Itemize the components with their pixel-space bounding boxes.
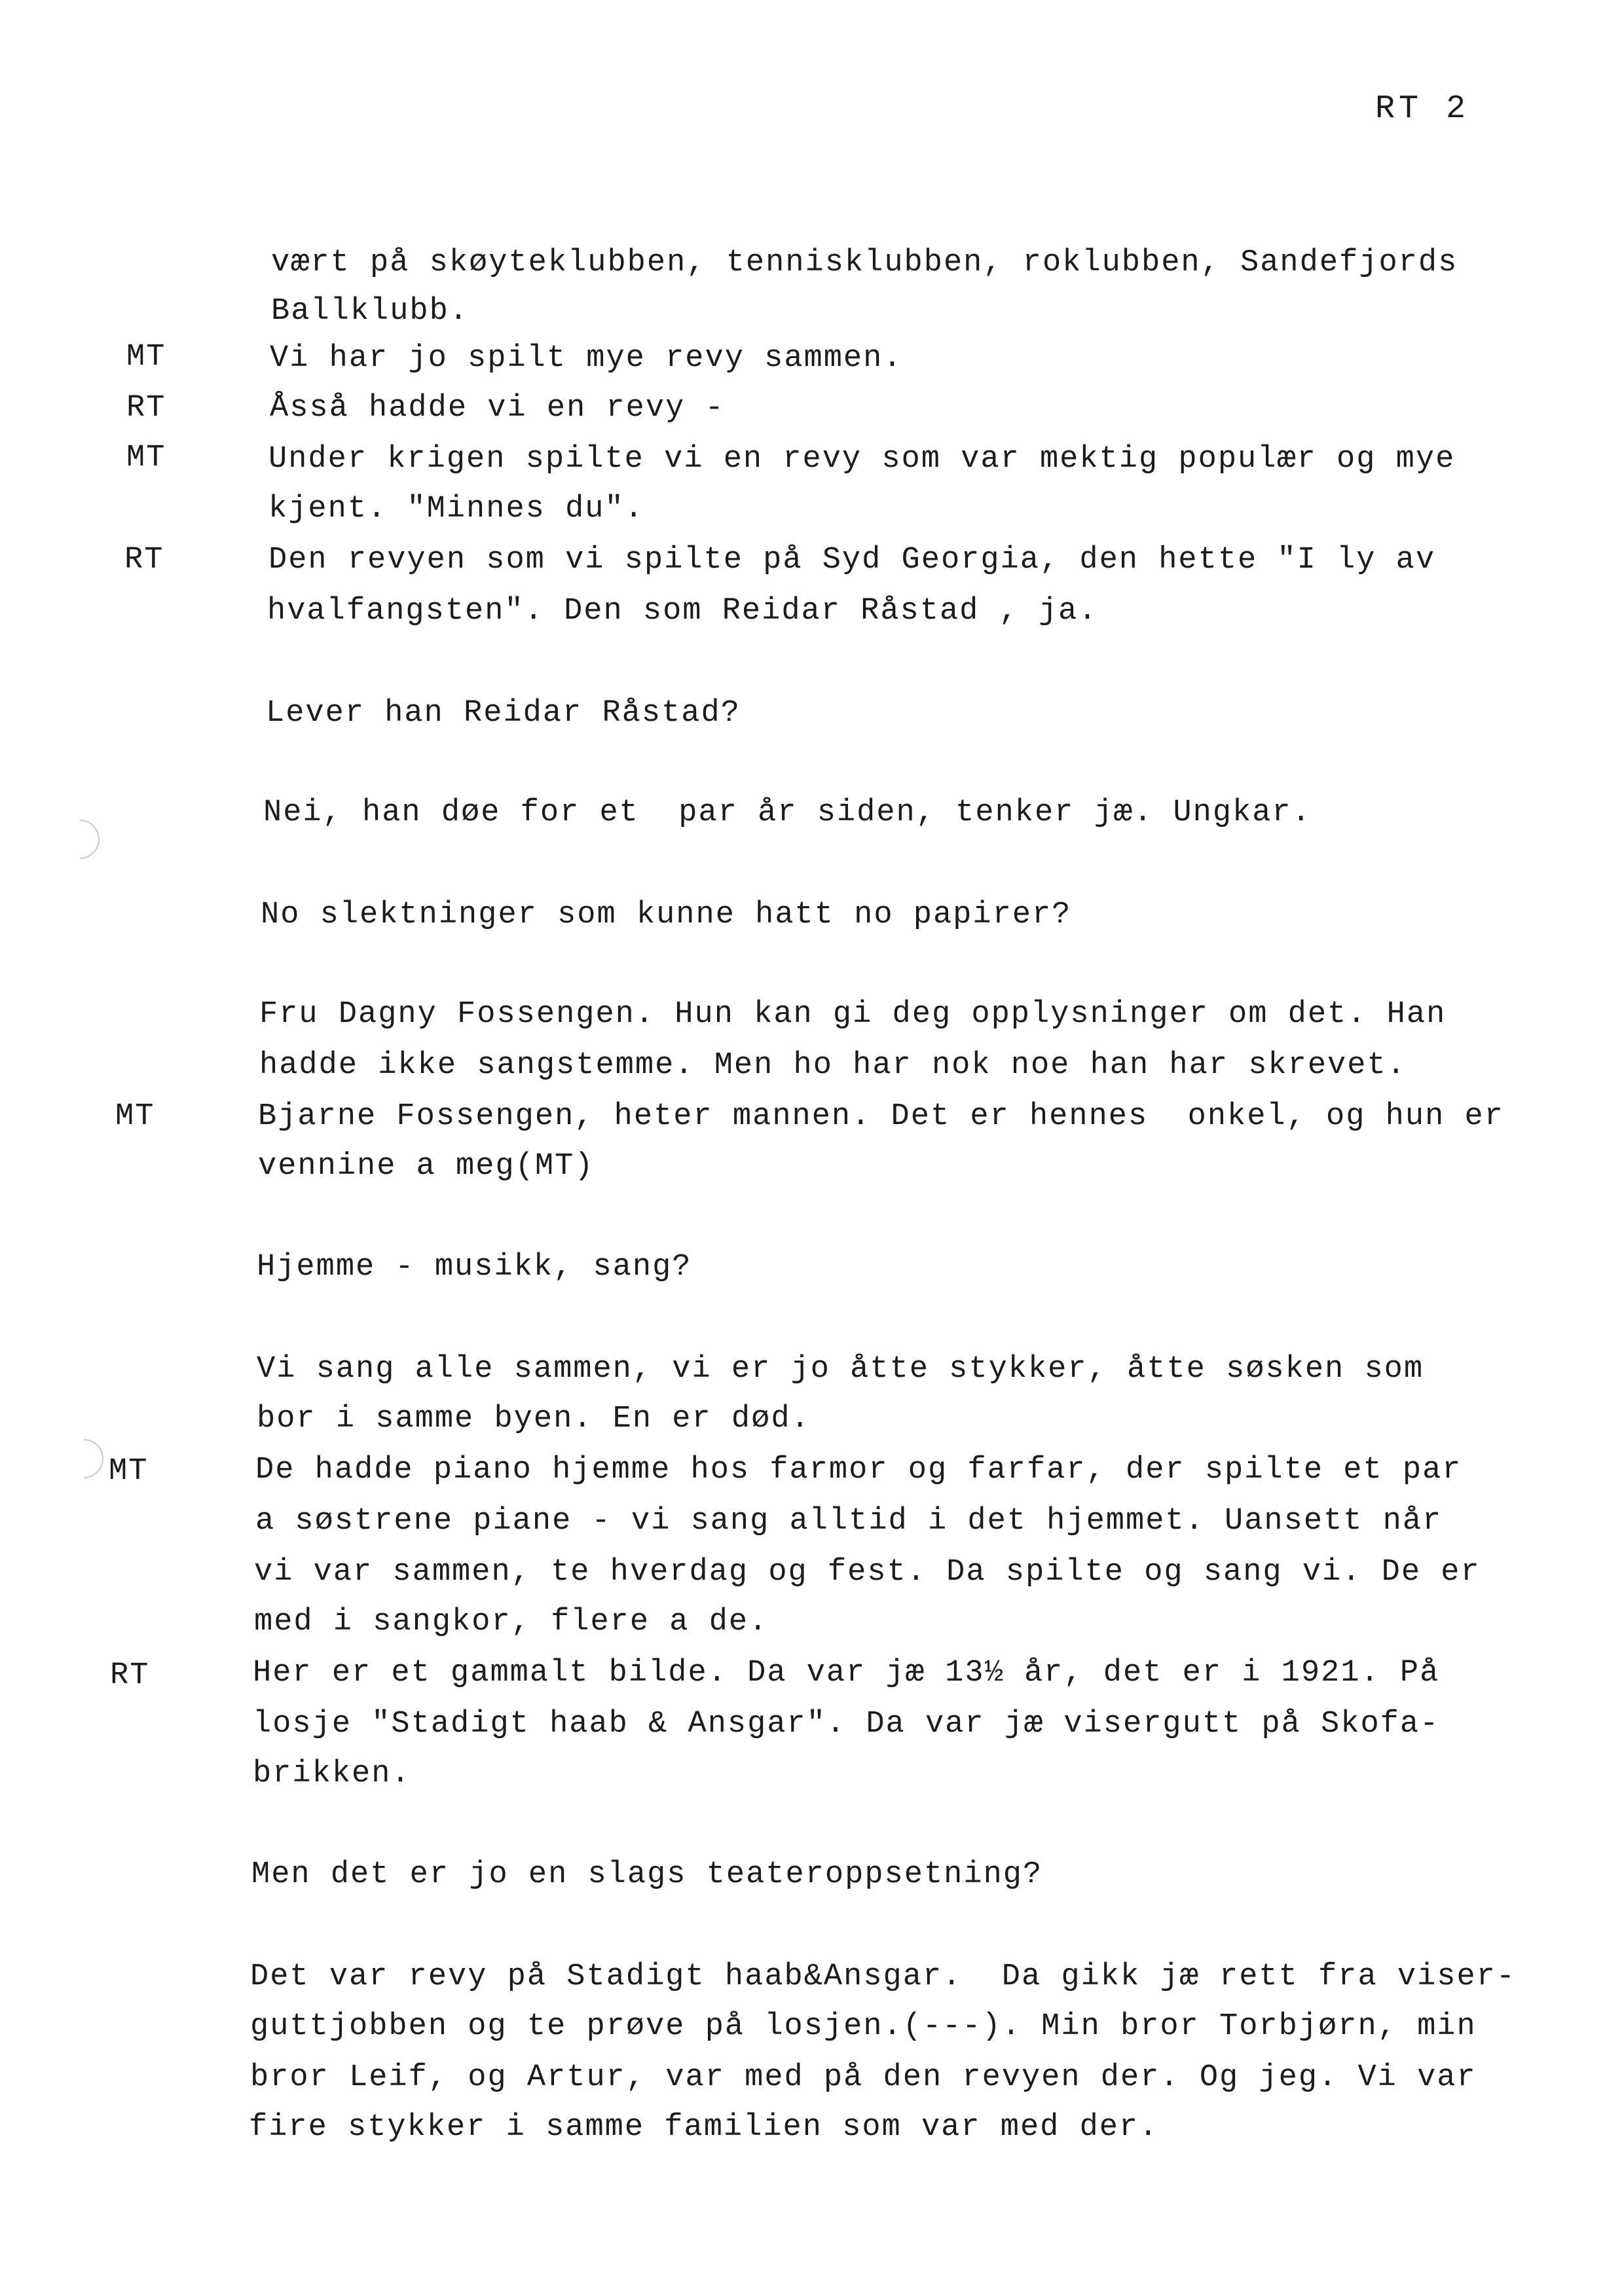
transcript-line: Hjemme - musikk, sang? [257, 1250, 692, 1285]
transcript-line: Fru Dagny Fossengen. Hun kan gi deg opplysninger om det. Han [259, 997, 1447, 1032]
speaker-label: RT [124, 543, 164, 577]
transcript-line: vennine a meg(MT) [258, 1149, 595, 1184]
transcript-line: med i sangkor, flere a de. [254, 1605, 769, 1639]
transcript-line: Men det er jo en slags teateroppsetning? [251, 1857, 1043, 1892]
transcript-line: Vi har jo spilt mye revy sammen. [270, 341, 903, 376]
punch-hole-lower [56, 1431, 112, 1487]
transcript-line: fire stykker i samme familien som var med der. [249, 2110, 1159, 2145]
transcript-line: vært på skøyteklubben, tennisklubben, roklubben, Sandefjords [271, 246, 1458, 280]
transcript-line: Ballklubb. [271, 294, 470, 329]
transcript-line: Under krigen spilte vi en revy som var mektig populær og mye [268, 442, 1456, 477]
transcript-line: a søstrene piane - vi sang alltid i det hjemmet. Uansett når [255, 1504, 1443, 1539]
transcript-line: hadde ikke sangstemme. Men ho har nok noe han har skrevet. [259, 1048, 1407, 1083]
transcript-line: kjent. "Minnes du". [268, 492, 644, 526]
transcript-line: brikken. [253, 1757, 411, 1791]
transcript-line: Lever han Reidar Råstad? [266, 696, 741, 731]
transcript-line: Nei, han døe for et par år siden, tenker jæ. Ungkar. [263, 795, 1312, 830]
transcript-line: vi var sammen, te hverdag og fest. Da spilte og sang vi. De er [254, 1555, 1481, 1590]
speaker-label: RT [110, 1658, 150, 1693]
transcript-line: Åsså hadde vi en revy - [270, 391, 725, 426]
speaker-label: MT [109, 1454, 149, 1489]
transcript-line: bror Leif, og Artur, var med på den revyen der. Og jeg. Vi var [250, 2060, 1477, 2095]
transcript-line: Det var revy på Stadigt haab&Ansgar. Da gikk jæ rett fra viser- [250, 1959, 1517, 1994]
transcript-line: losje "Stadigt haab & Ansgar". Da var jæ visergutt på Skofa- [253, 1707, 1440, 1741]
speaker-label: MT [126, 340, 166, 374]
transcript-line: bor i samme byen. En er død. [257, 1402, 811, 1436]
speaker-label: RT [126, 391, 166, 426]
speaker-label: MT [126, 441, 166, 475]
transcript-line: Her er et gammalt bilde. Da var jæ 13½ år, det er i 1921. På [253, 1656, 1440, 1690]
page-number: RT 2 [1375, 90, 1470, 128]
transcript-line: De hadde piano hjemme hos farmor og farfar, der spilte et par [255, 1453, 1462, 1487]
transcript-line: Den revyen som vi spilte på Syd Georgia, den hette "I ly av [268, 543, 1436, 577]
speaker-label: MT [115, 1099, 155, 1134]
punch-hole-upper [52, 812, 108, 867]
transcript-line: Vi sang alle sammen, vi er jo åtte stykker, åtte søsken som [257, 1352, 1424, 1387]
transcript-line: Bjarne Fossengen, heter mannen. Det er hennes onkel, og hun er [258, 1099, 1504, 1134]
transcript-line: No slektninger som kunne hatt no papirer? [261, 898, 1072, 932]
transcript-line: hvalfangsten". Den som Reidar Råstad , ja. [267, 594, 1098, 629]
transcript-line: guttjobben og te prøve på losjen.(---). Min bror Torbjørn, min [250, 2009, 1477, 2044]
